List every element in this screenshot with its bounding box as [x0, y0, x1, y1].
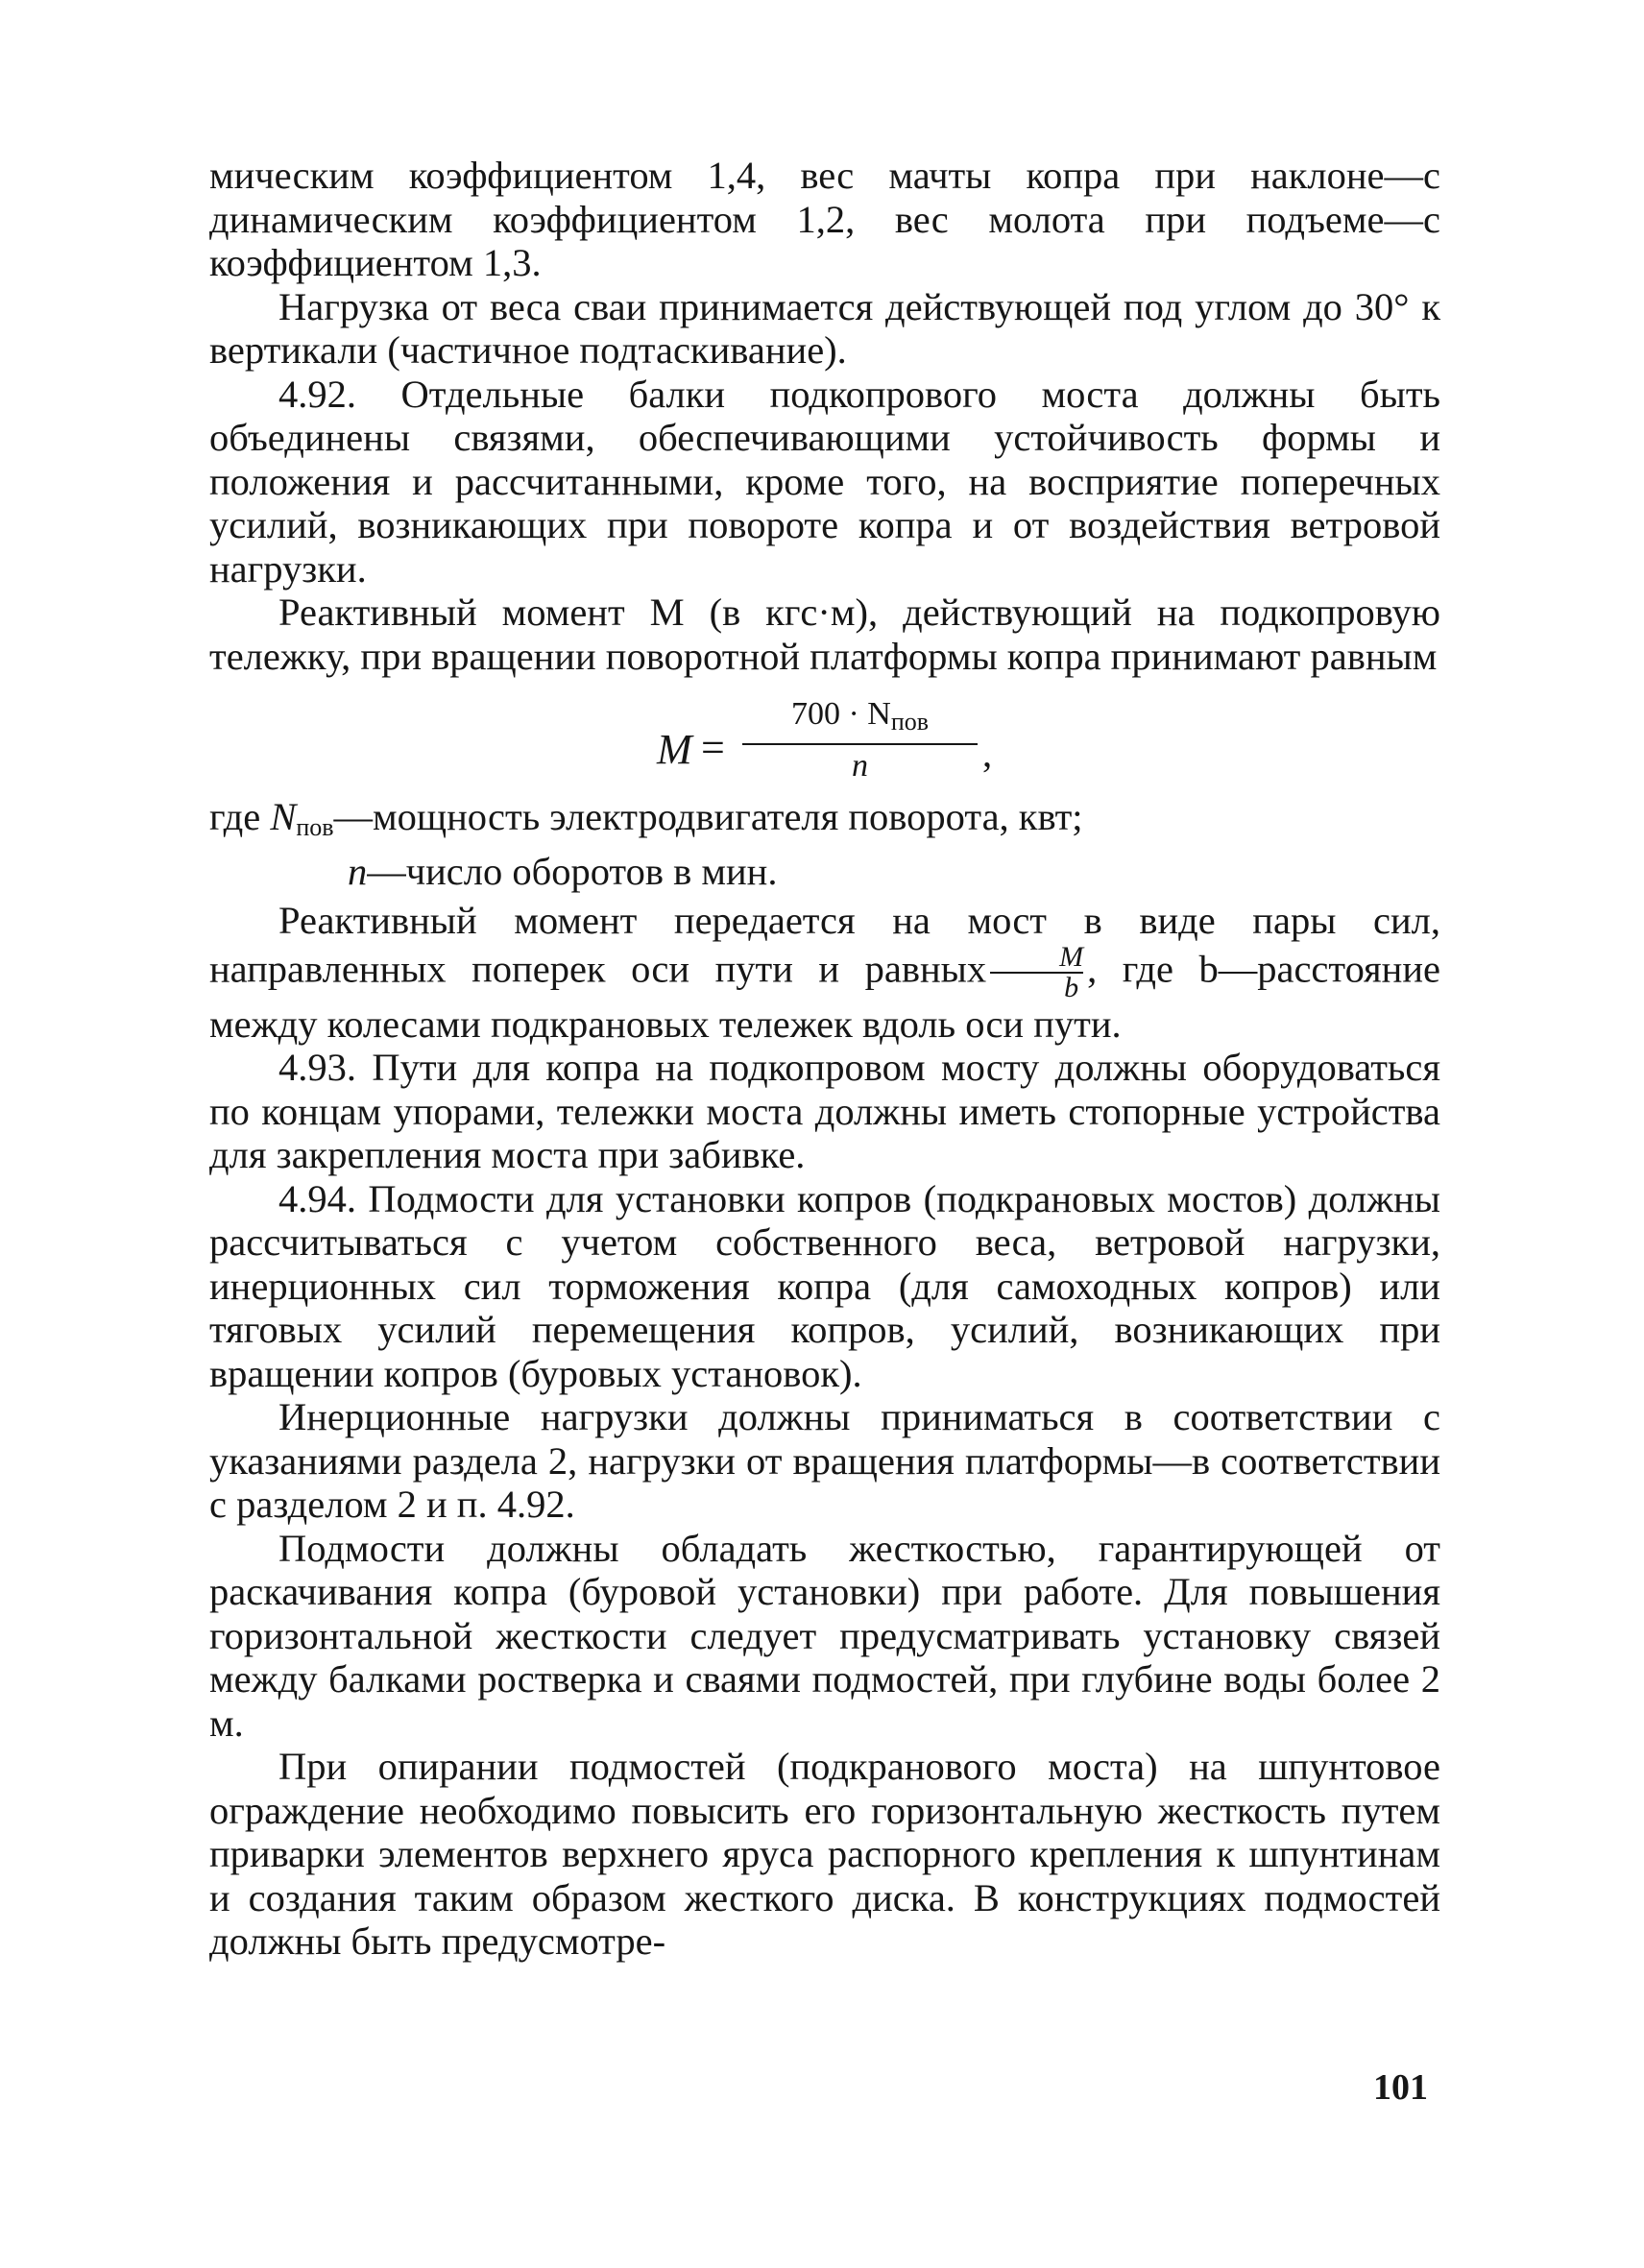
- legend-line-rpm: n—число оборотов в мин.: [348, 849, 778, 893]
- formula-fraction: [742, 695, 978, 785]
- paragraph-pile-load: Нагрузка от веса сваи принимается действующей под углом до 30° к вертикали (частичное подтаскивание).: [209, 284, 1440, 372]
- paragraph-force-pair: Реактивный момент передается на мост в виде пары сил, направленных поперек оси пути и равных $\frac{M}{b}$ , где b—расстояние между колесами подкрановых тележек вдоль оси пути.: [209, 899, 1441, 1046]
- paragraph-sheet-pile: При опирании подмостей (подкранового моста) на шпунтовое ограждение необходимо повысить его горизонтальную жесткость путем приварки элементов верхнего яруса распорного крепления к шпунтинам и создания таким образом жесткого диска. В конструкциях подмостей должны быть предусмотре-: [209, 1745, 1440, 1963]
- paragraph-4-92: 4.92. Отдельные балки подкопрового моста должны быть объединены связями, обеспечивающими устойчивость формы и положения и рассчитанными, кроме того, на восприятие поперечных усилий, возникающих при повороте копра и от воздействия ветровой нагрузки.: [209, 372, 1440, 591]
- inline-fraction-m-over-b: $\frac{M}{b}$: [990, 943, 1083, 1002]
- formula-fraction-bar: [742, 743, 978, 745]
- paragraph-continuation: мическим коэффициентом 1,4, вес мачты копра при наклоне—с динамическим коэффициентом 1,2, вес молота при подъеме—с коэффициентом 1,3.: [209, 154, 1440, 284]
- paragraph-scaffold-rigidity: Подмости должны обладать жесткостью, гарантирующей от раскачивания копра (буровой установки) при работе. Для повышения горизонтальной жесткости следует предусматривать установку связей между балками ростверка и сваями подмостей, при глубине воды более 2 м.: [209, 1526, 1440, 1745]
- formula-denominator: n: [852, 748, 868, 784]
- formula-legend: [209, 795, 1440, 893]
- paragraph-4-94: 4.94. Подмости для установки копров (подкрановых мостов) должны рассчитываться с учетом собственного веса, ветровой нагрузки, инерционных сил торможения копра (для самоходных копров) или тяговых усилий перемещения копров, усилий, возникающих при вращении копров (буровых установок).: [209, 1176, 1440, 1395]
- paragraph-inertial-loads: Инерционные нагрузки должны приниматься в соответствии с указаниями раздела 2, нагрузки от вращения платформы—в соответствии с разделом 2 и п. 4.92.: [209, 1395, 1440, 1526]
- formula-trailing-comma: ,: [982, 732, 993, 775]
- legend-line-power: где $N_{пов}—мощность$ электродвигателя поворота, квт;: [209, 795, 1083, 841]
- page-text: [209, 154, 1440, 1964]
- page-number: 101: [1373, 2067, 1428, 2108]
- formula-reactive-moment: [209, 678, 1440, 791]
- formula-numerator-subscript: пов: [890, 708, 930, 736]
- paragraph-4-93: 4.93. Пути для копра на подкопровом мосту должны оборудоваться по концам упорами, тележки моста должны иметь стопорные устройства для закрепления моста при забивке.: [209, 1046, 1440, 1176]
- paragraph-reactive-moment: Реактивный момент М (в кгс·м), действующий на подкопровую тележку, при вращении поворотной платформы копра принимают равным: [209, 591, 1440, 678]
- formula-equals: =: [701, 724, 725, 771]
- formula-lhs: M: [657, 726, 692, 773]
- formula-numerator: $700 \cdot N_{пов}$: [790, 696, 930, 736]
